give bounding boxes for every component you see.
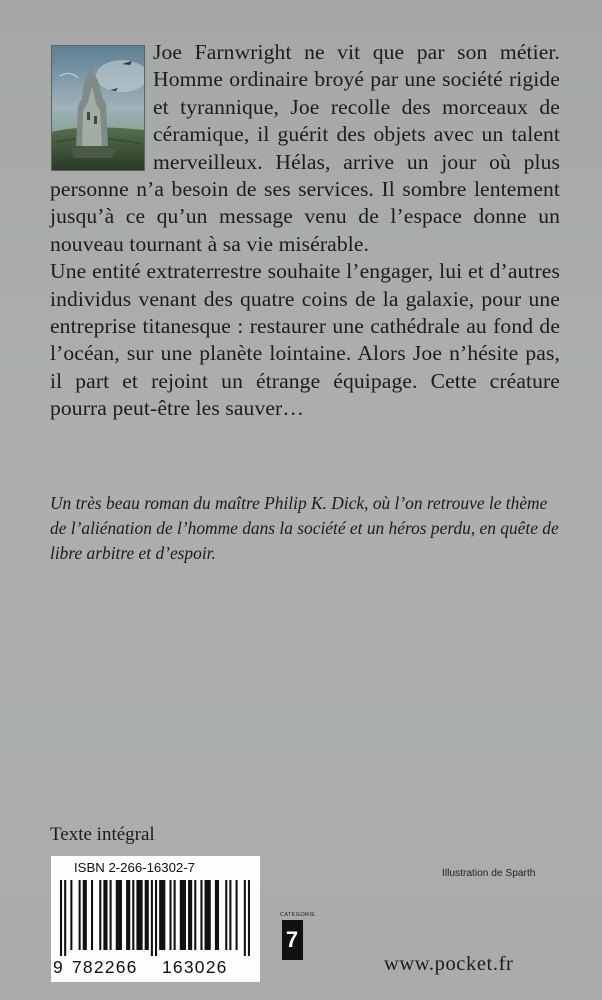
barcode-bar [64, 880, 66, 956]
barcode-bar [83, 880, 87, 950]
category-label: CATÉGORIE [280, 912, 316, 918]
barcode-bar [174, 880, 176, 950]
barcode-bar [103, 880, 107, 950]
barcode-bar [225, 880, 227, 950]
barcode-bar [248, 880, 250, 956]
barcode-bar [205, 880, 211, 950]
barcode-bar [70, 880, 72, 950]
synopsis-paragraph-1: Joe Farnwright ne vit que par son métier. Homme ordinaire broyé par une société rigide et tyrannique, Joe recolle des morceaux de céramique, il guérit des objets avec un talent merveilleux. Hélas, arrive un jour où plus personne n’a besoin de ses services. Il sombre lentement jusqu’à ce qu’un message venu de l’espace donne un nouveau tournant à sa vie misérable. [50, 40, 560, 256]
barcode-bar [91, 880, 93, 950]
isbn-label: ISBN 2-266-16302-7 [74, 860, 195, 875]
barcode-bar [99, 880, 101, 950]
barcode-bar [180, 880, 186, 950]
barcode-bar [215, 880, 219, 950]
barcode-bar [159, 880, 165, 950]
synopsis [50, 39, 560, 423]
publisher-website: www.pocket.fr [384, 953, 514, 975]
barcode-bar [136, 880, 142, 950]
barcode-bar [60, 880, 62, 956]
tagline: Un très beau roman du maître Philip K. Dick, où l’on retrouve le thème de l’aliénation de l’homme dans la société et un héros perdu, en quête de libre arbitre et d’espoir. [50, 493, 559, 563]
illustration-credit: Illustration de Sparth [442, 868, 536, 879]
barcode-bar [110, 880, 112, 950]
barcode-bar [155, 880, 157, 956]
barcode-bar [116, 880, 122, 950]
ean-group-1: 782266 [72, 957, 138, 977]
ean-group-2: 163026 [162, 957, 228, 977]
barcode-bar [194, 880, 196, 950]
category-number: 7 [282, 920, 303, 960]
category-marker [280, 912, 316, 960]
illustration-spacer [50, 39, 153, 173]
barcode-bar [132, 880, 134, 950]
barcode-bar [200, 880, 202, 950]
barcode-bar [126, 880, 130, 950]
ean-first-digit: 9 [53, 957, 64, 977]
synopsis-paragraph-2: Une entité extraterrestre souhaite l’engager, lui et d’autres individus venant des quatre coins de la galaxie, pour une entreprise titanesque : restaurer une cathédrale au fond de l’océan, sur une planète lointaine. Alors Joe n’hésite pas, il part et rejoint un étrange équipage. Cette créature pourra peut-être les sauver… [50, 259, 560, 421]
barcode-bar [79, 880, 81, 950]
barcode-bar [188, 880, 192, 950]
barcode-bar [145, 880, 149, 950]
edition-note: Texte intégral [50, 824, 155, 845]
barcode-panel [51, 856, 260, 982]
barcode-bar [229, 880, 231, 950]
barcode-bar [236, 880, 238, 950]
ean-barcode [60, 880, 252, 956]
barcode-bar [169, 880, 171, 950]
barcode-bar [244, 880, 246, 956]
barcode-bar [151, 880, 153, 956]
